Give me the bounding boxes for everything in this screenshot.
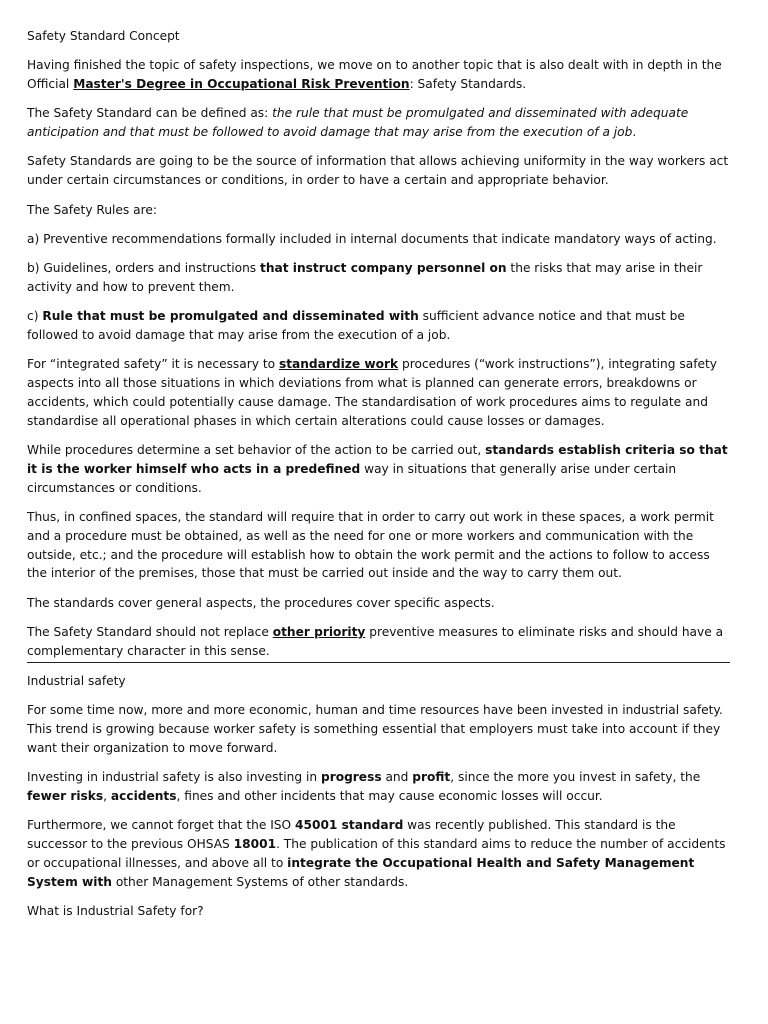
paragraph-source-of-information: Safety Standards are going to be the source of information that allows achieving uniformity in the way workers act under certain circumstances or conditions, in order to have a certain and appropriate behavior. (27, 154, 729, 188)
paragraph-intro (27, 56, 730, 94)
paragraph-should-not-replace (27, 623, 730, 661)
replace-text-2: preventive measures to eliminate risks and should have a complementary character in this sense. (27, 624, 724, 658)
investing-text-1: Investing in industrial safety is also investing in (27, 770, 321, 785)
iso-bold-45001: 45001 standard (295, 818, 404, 833)
masters-degree-link[interactable]: Master's Degree in Occupational Risk Prevention (73, 77, 410, 92)
paragraph-investment-trend: For some time now, more and more economic, human and time resources have been invested in industrial safety. This trend is growing because worker safety is something essential that employers must take into account if they want their organization to move forward. (27, 703, 723, 755)
rule-item-a: a) Preventive recommendations formally included in internal documents that indicate mandatory ways of acting. (27, 231, 717, 246)
rule-item-b (27, 259, 730, 297)
investing-text-2: and (381, 770, 413, 785)
rule-b-text-1: b) Guidelines, orders and instructions (27, 261, 261, 276)
paragraph-procedures (27, 441, 730, 497)
intro-text-1: Having finished the topic of safety inspections, we move on to another topic that is also dealt with in depth in the Official (27, 58, 722, 92)
iso-text-4: other Management Systems of other standards. (111, 874, 409, 889)
section-divider (27, 662, 730, 663)
section-title-safety-standard-concept: Safety Standard Concept (27, 29, 180, 43)
iso-text-3: . The publication of this standard aims to reduce the number of accidents or occupational illnesses, and above all to (27, 837, 726, 870)
paragraph-confined-spaces: Thus, in confined spaces, the standard will require that in order to carry out work in these spaces, a work permit and a procedure must be obtained, as well as the need for one or more workers and communication with the outside, etc.; and the procedure will establish how to obtain the work permit and the actions to follow to access the interior of the premises, those that must be carried out inside and the way to carry them out. (27, 509, 714, 581)
integrated-text-2: procedures (“work instructions”), integrating safety aspects into all those situations in which deviations from what is planned can generate errors, breakdowns or accidents, which could potentially cause damage. The standardisation of work procedures aims to regulate and standardise all operational phases in which certain alterations could cause losses or damages. (27, 357, 717, 428)
standardize-work-link[interactable]: standardize work (278, 357, 399, 372)
investing-bold-accidents: accidents (110, 789, 177, 803)
investing-text-4: , (103, 789, 111, 803)
rule-b-text-2: the risks that may arise in their activity and how to prevent them. (27, 261, 703, 294)
procedures-text-2: way in situations that generally arise under certain circumstances or conditions. (27, 461, 677, 495)
paragraph-general-aspects: The standards cover general aspects, the procedures cover specific aspects. (27, 595, 495, 610)
definition-text-2: . (632, 125, 637, 140)
investing-bold-fewer-risks: fewer risks (27, 789, 104, 803)
rule-item-c (27, 307, 730, 345)
other-priority-link[interactable]: other priority (272, 624, 366, 639)
integrated-text-1: For “integrated safety” it is necessary to (27, 357, 279, 372)
intro-text-2: : Safety Standards. (409, 77, 527, 92)
paragraph-iso-45001 (27, 816, 730, 891)
investing-bold-progress: progress (320, 770, 382, 785)
rule-c-text-1: c) (27, 309, 43, 324)
iso-bold-18001: 18001 (233, 837, 277, 852)
rule-c-text-2: sufficient advance notice and that must be followed to avoid damage that may arise from the execution of a job. (27, 309, 685, 343)
paragraph-definition (27, 104, 730, 142)
definition-italic: the rule that must be promulgated and disseminated with adequate anticipation and that must be followed to avoid damage that may arise from the execution of a job (27, 106, 689, 140)
paragraph-investing (27, 768, 730, 806)
procedures-text-1: While procedures determine a set behavior of the action to be carried out, (27, 443, 486, 458)
investing-bold-profit: profit (412, 770, 451, 785)
investing-text-5: , fines and other incidents that may cause economic losses will occur. (176, 789, 603, 803)
replace-text-1: The Safety Standard should not replace (27, 624, 273, 639)
iso-text-1: Furthermore, we cannot forget that the ISO (27, 818, 295, 833)
rule-c-bold: Rule that must be promulgated and disseminated with (42, 309, 419, 324)
iso-text-2: was recently published. This standard is the successor to the previous OHSAS (27, 818, 676, 852)
section-title-industrial-safety: Industrial safety (27, 674, 126, 689)
paragraph-rules-intro: The Safety Rules are: (27, 202, 157, 217)
rule-b-bold: that instruct company personnel on (260, 261, 507, 276)
procedures-bold: standards establish criteria so that it is the worker himself who acts in a predefined (27, 443, 728, 476)
paragraph-integrated-safety (27, 355, 730, 430)
iso-bold-integrate: integrate the Occupational Health and Safety Management System with (27, 855, 695, 889)
paragraph-question: What is Industrial Safety for? (27, 903, 204, 918)
definition-text-1: The Safety Standard can be defined as: (27, 106, 273, 121)
investing-text-3: , since the more you invest in safety, the (450, 770, 701, 785)
